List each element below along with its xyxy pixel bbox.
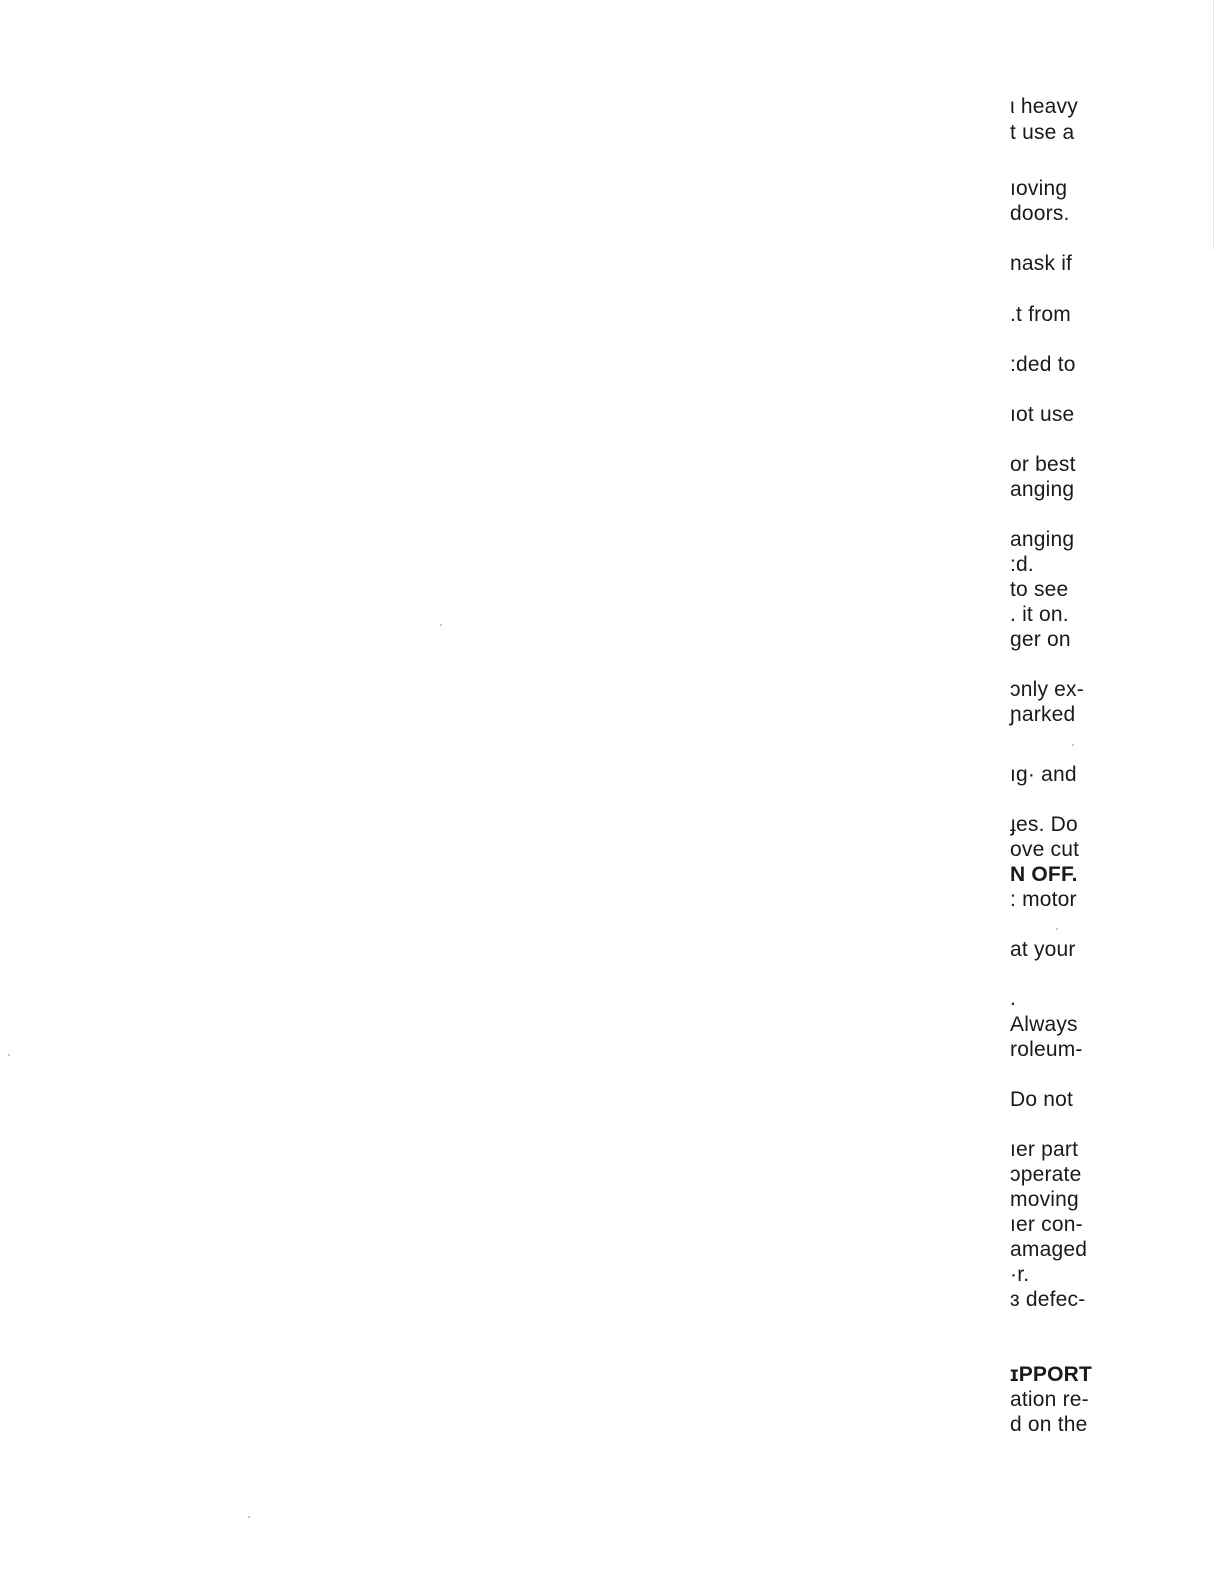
text-line: ɲarked — [1010, 703, 1076, 726]
text-line: . it on. — [1010, 603, 1069, 626]
text-line: ıg· and — [1010, 763, 1077, 786]
text-line: nask if — [1010, 252, 1073, 275]
text-line: t use a — [1010, 121, 1075, 144]
text-line: ɔperate — [1010, 1163, 1082, 1186]
text-line: Do not — [1010, 1088, 1074, 1111]
text-line: ɜ defec- — [1010, 1288, 1086, 1311]
text-line: to see — [1010, 578, 1069, 601]
scan-speck — [8, 1054, 10, 1056]
text-line: :d. — [1010, 553, 1034, 576]
scan-speck — [248, 1516, 250, 1518]
text-line: anging — [1010, 528, 1075, 551]
text-line: ɟes. Do — [1010, 813, 1078, 836]
text-line: anging — [1010, 478, 1075, 501]
page-edge-line — [1213, 0, 1214, 250]
text-line: amaged — [1010, 1238, 1088, 1261]
text-line: ɔnly ex- — [1010, 678, 1084, 701]
text-line: moving — [1010, 1188, 1079, 1211]
text-line: doors. — [1010, 202, 1070, 225]
text-line: ι heavy — [1010, 95, 1078, 118]
text-line: ove cut — [1010, 838, 1080, 861]
text-line: :ded to — [1010, 353, 1076, 376]
text-line: or best — [1010, 453, 1076, 476]
scan-speck — [440, 624, 442, 626]
scan-speck — [1072, 744, 1074, 746]
text-line: roleum- — [1010, 1038, 1083, 1061]
text-line: . — [1010, 987, 1017, 1010]
text-line: .t from — [1010, 303, 1071, 326]
text-line: ger on — [1010, 628, 1071, 651]
text-line: ation re- — [1010, 1388, 1089, 1411]
text-line-bold: ɪPPORT — [1010, 1363, 1093, 1386]
text-line: d on the — [1010, 1413, 1088, 1436]
text-line: Always — [1010, 1013, 1078, 1036]
text-line: ıer part — [1010, 1138, 1079, 1161]
text-line: at your — [1010, 938, 1076, 961]
text-line: ·r. — [1010, 1263, 1030, 1286]
text-line: : motor — [1010, 888, 1077, 911]
text-line: ıoving — [1010, 177, 1068, 200]
text-line-bold: N OFF. — [1010, 863, 1078, 886]
text-line: ıer con- — [1010, 1213, 1083, 1236]
text-line: ıot use — [1010, 403, 1075, 426]
scan-speck — [1056, 928, 1058, 930]
